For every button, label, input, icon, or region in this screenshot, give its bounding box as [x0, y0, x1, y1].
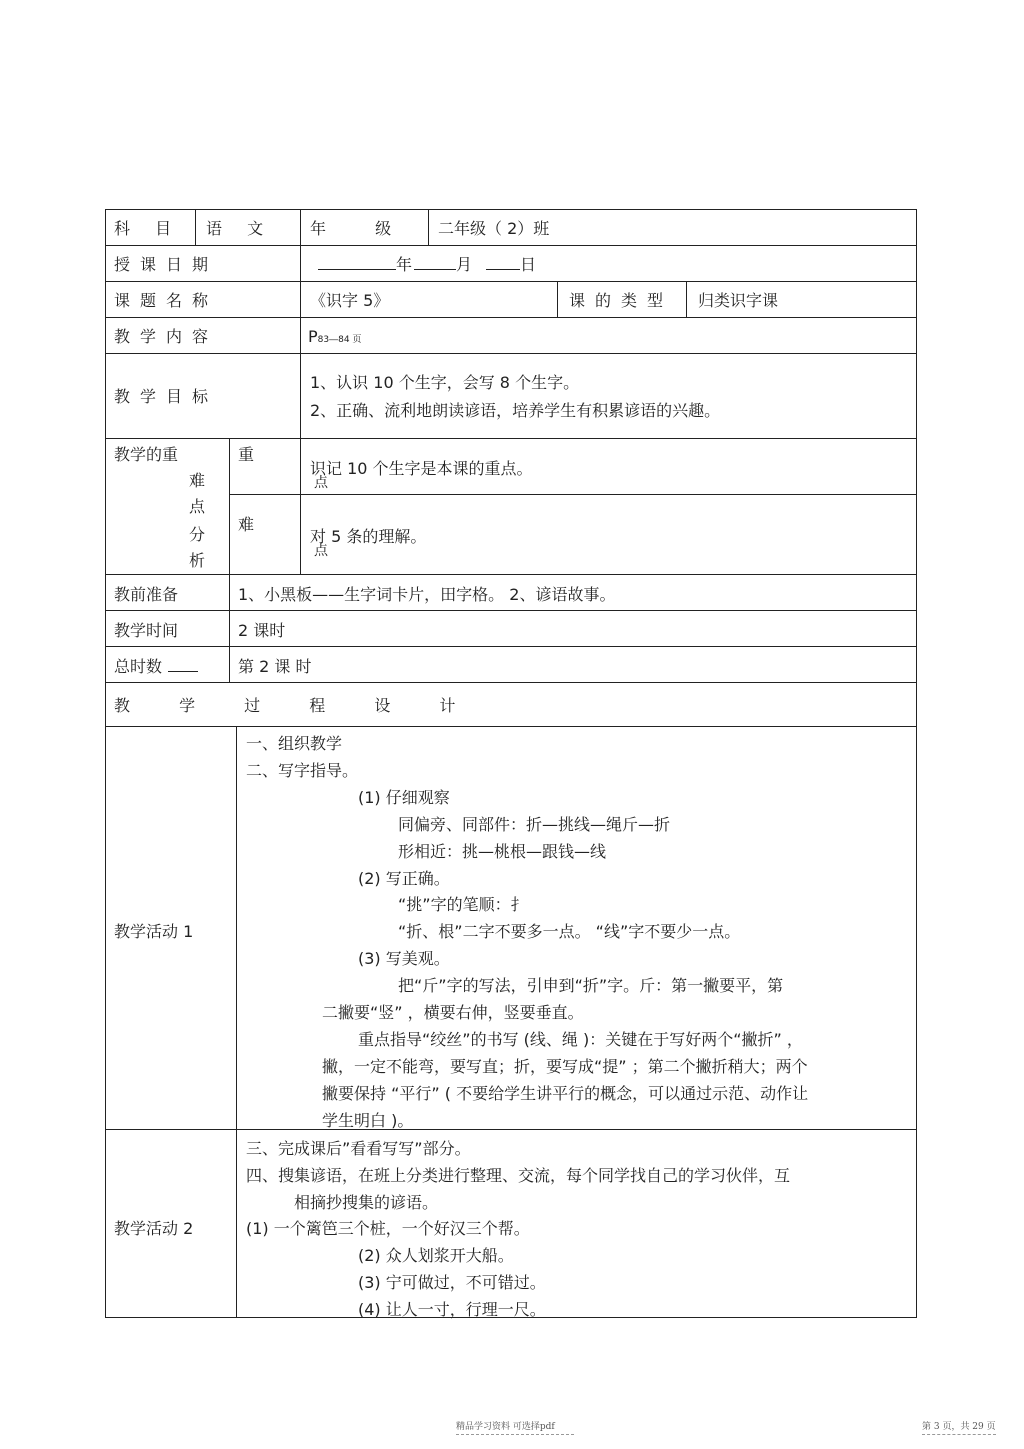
footer-right-dashes — [922, 1434, 996, 1435]
activity1-line: 一、组织教学 — [246, 734, 343, 753]
keypoint-label: 点 — [189, 497, 206, 516]
total-blank — [168, 655, 198, 672]
activity1-line: (2) 写正确。 — [358, 869, 450, 888]
year-blank — [318, 253, 396, 270]
col-line — [686, 281, 687, 317]
activity1-label: 教学活动 1 — [114, 922, 194, 941]
total-label — [114, 654, 198, 677]
date-field — [318, 252, 536, 275]
row-line — [229, 494, 917, 495]
activity2-label: 教学活动 2 — [114, 1219, 194, 1238]
activity1-line: (1) 仔细观察 — [358, 788, 450, 807]
goals-label: 教学目标 — [114, 387, 219, 406]
hard-sub: 点 — [314, 543, 328, 559]
keypoint-label: 分 — [189, 525, 206, 544]
total-label-text: 总时数 — [114, 657, 163, 676]
keypoint-label: 难 — [189, 471, 206, 490]
row-line — [105, 646, 917, 647]
row-line — [105, 438, 917, 439]
row-line — [105, 574, 917, 575]
goal-item: 2、正确、流利地朗读谚语，培养学生有积累谚语的兴趣。 — [310, 401, 721, 420]
time-value: 2 课时 — [238, 621, 286, 640]
col-line — [428, 209, 429, 245]
activity1-line: “折、根”二字不要多一点。 “线”字不要少一点。 — [398, 922, 741, 941]
activity1-line: 把“斤”字的写法，引申到“折”字。斤：第一撇要平，第 — [398, 976, 784, 995]
keypoint-label: 析 — [189, 551, 206, 570]
activity1-line: 撇，一定不能弯，要写直；折，要写成“提” ；第二个撇折稍大；两个 — [322, 1057, 808, 1076]
year-label: 年 — [396, 255, 413, 274]
hard-label: 难 — [238, 515, 255, 534]
hard-text: 对 5 条的理解。 — [310, 527, 427, 546]
day-blank — [486, 253, 520, 270]
content-value — [308, 327, 361, 346]
activity1-line: 二、写字指导。 — [246, 761, 359, 780]
activity1-line: “挑”字的笔顺：扌 — [398, 895, 527, 914]
day-label: 日 — [520, 255, 537, 274]
row-line — [105, 245, 917, 246]
activity1-line: 二撇要“竖” ，横要右伸，竖要垂直。 — [322, 1003, 584, 1022]
row-line — [105, 726, 917, 727]
row-line — [105, 1129, 917, 1130]
key-sub: 点 — [314, 475, 328, 491]
activity1-line: 形相近：挑—桃根—跟钱—线 — [398, 842, 607, 861]
content-pages: 83―84 页 — [317, 335, 362, 345]
col-line — [236, 726, 237, 1317]
subject-value: 语 文 — [206, 219, 274, 238]
grade-label: 年 级 — [310, 219, 414, 238]
footer-left-dashes — [456, 1434, 574, 1435]
activity1-line: 重点指导“绞丝”的书写 (线、绳 )：关键在于写好两个“撇折” ， — [358, 1030, 803, 1049]
col-line — [300, 209, 301, 574]
keypoint-label: 教学的重 — [114, 445, 179, 464]
table-border-left — [105, 209, 106, 1318]
row-line — [105, 682, 917, 683]
date-label: 授课日期 — [114, 255, 219, 274]
topic-value: 《识字 5》 — [310, 291, 390, 310]
row-line — [105, 353, 917, 354]
content-label: 教学内容 — [114, 327, 219, 346]
topic-label: 课题名称 — [114, 291, 219, 310]
table-border-top — [105, 209, 917, 210]
total-value: 第 2 课 时 — [238, 657, 312, 676]
activity2-line: (2) 众人划浆开大船。 — [358, 1246, 514, 1265]
month-label: 月 — [456, 255, 473, 274]
activity2-line: (3) 宁可做过，不可错过。 — [358, 1273, 546, 1292]
activity2-line: (4) 让人一寸，行理一尺。 — [358, 1300, 546, 1319]
type-label: 课的类型 — [569, 291, 674, 310]
type-value: 归类识字课 — [698, 291, 779, 310]
row-line — [105, 281, 917, 282]
footer-left-text: 精品学习资料 可选择pdf — [456, 1422, 555, 1432]
goal-item: 1、认识 10 个生字，会写 8 个生字。 — [310, 373, 580, 392]
row-line — [105, 610, 917, 611]
activity1-line: 同偏旁、同部件：折—挑线—绳斤—折 — [398, 815, 671, 834]
key-label: 重 — [238, 445, 255, 464]
process-label: 教 学 过 程 设 计 — [114, 696, 478, 715]
table-border-right — [916, 209, 917, 1318]
activity2-line: 相摘抄搜集的谚语。 — [294, 1193, 439, 1212]
activity1-line: 撇要保持 “平行” ( 不要给学生讲平行的概念，可以通过示范、动作让 — [322, 1084, 809, 1103]
time-label: 教学时间 — [114, 621, 179, 640]
prep-label: 教前准备 — [114, 585, 179, 604]
col-line — [195, 209, 196, 245]
row-line — [105, 317, 917, 318]
grade-value: 二年级（ 2）班 — [438, 219, 550, 238]
activity2-line: 三、完成课后”看看写写”部分。 — [246, 1139, 471, 1158]
prep-value: 1、小黑板——生字词卡片，田字格。 2、谚语故事。 — [238, 585, 616, 604]
activity2-line: (1) 一个篱笆三个桩，一个好汉三个帮。 — [246, 1219, 530, 1238]
key-text: 识记 10 个生字是本课的重点。 — [310, 459, 533, 478]
activity1-line: 学生明白 )。 — [322, 1111, 414, 1130]
subject-label: 科 目 — [114, 219, 182, 238]
activity2-line: 四、搜集谚语，在班上分类进行整理、交流，每个同学找自己的学习伙伴，互 — [246, 1166, 791, 1185]
month-blank — [414, 253, 456, 270]
activity1-line: (3) 写美观。 — [358, 949, 450, 968]
col-line — [557, 281, 558, 317]
col-line — [229, 438, 230, 682]
content-prefix: P — [308, 327, 318, 346]
footer-page-number: 第 3 页，共 29 页 — [922, 1422, 996, 1432]
